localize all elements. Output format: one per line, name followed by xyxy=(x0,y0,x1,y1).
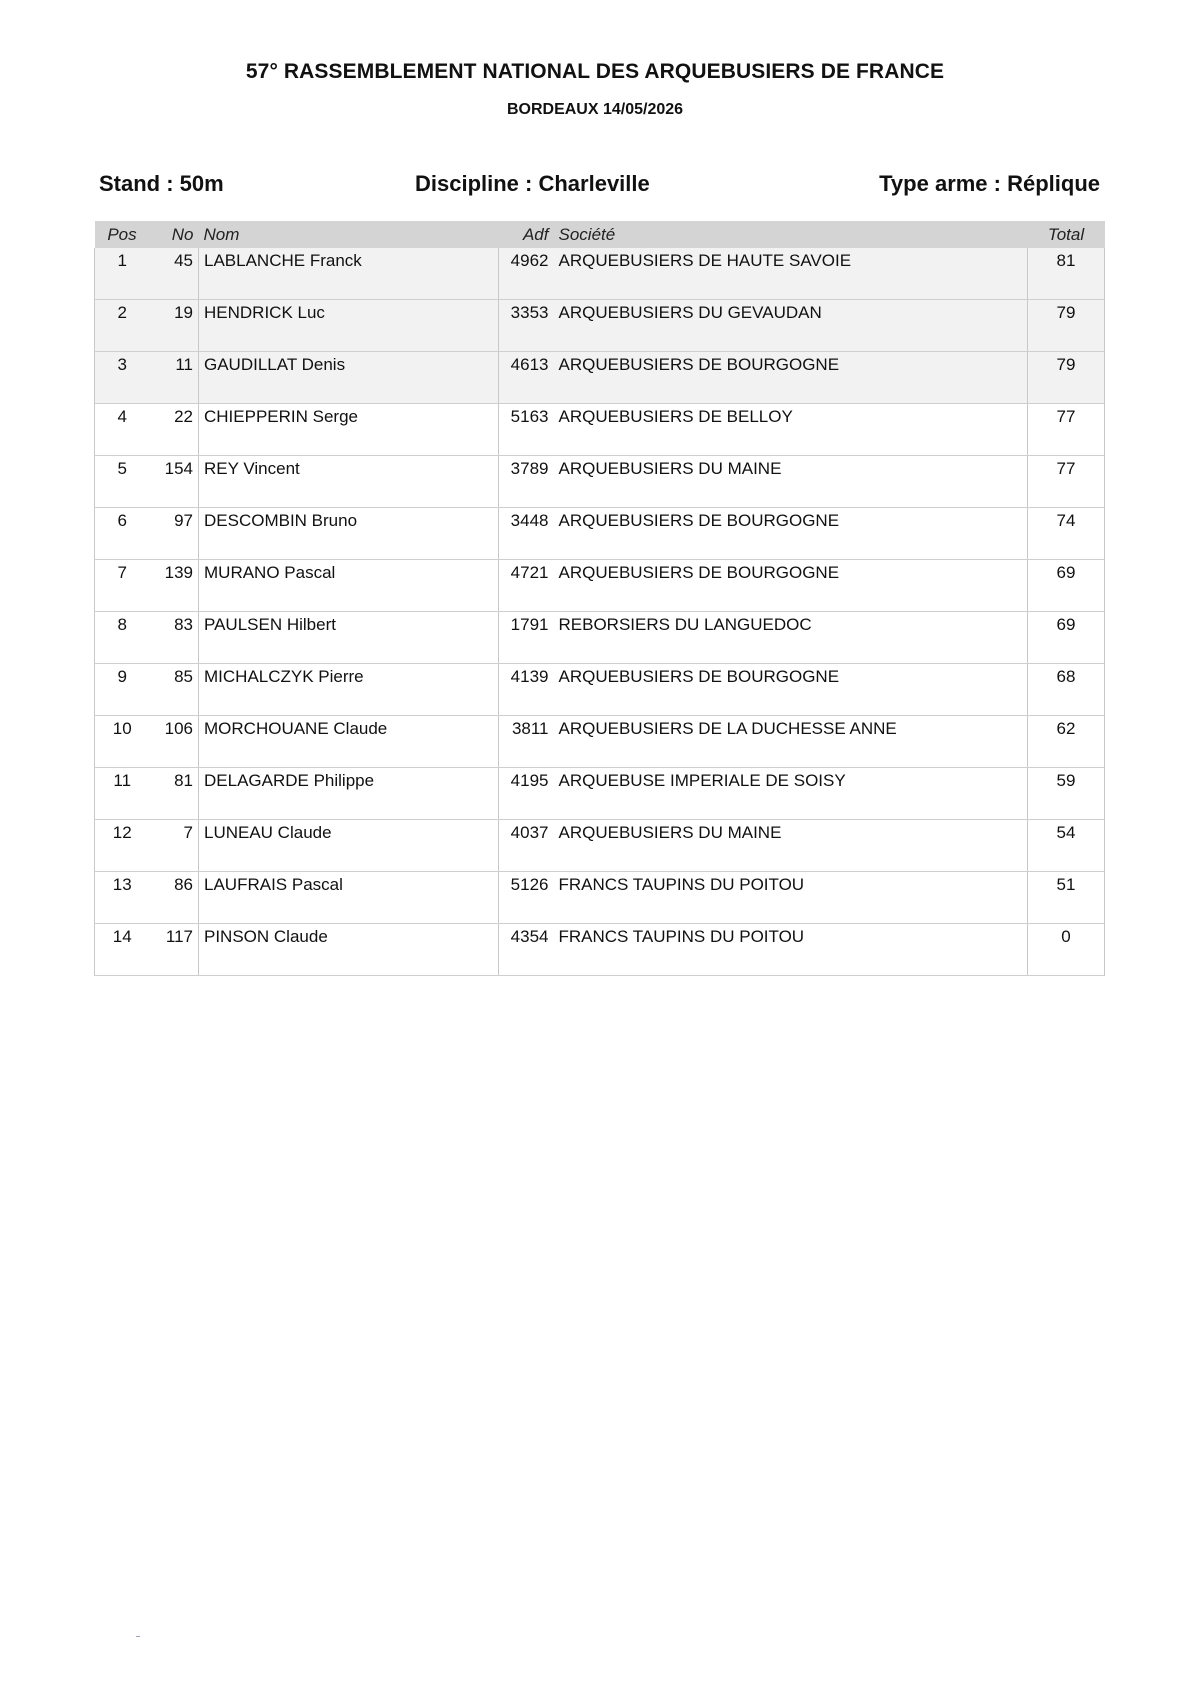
cell-total: 68 xyxy=(1028,664,1105,716)
cell-nom: MICHALCZYK Pierre xyxy=(199,664,499,716)
table-header-row xyxy=(95,221,1105,248)
cell-adf: 4613 xyxy=(499,352,554,404)
cell-societe: ARQUEBUSIERS DU MAINE xyxy=(554,820,1028,872)
table-row xyxy=(95,664,1105,716)
cell-total: 77 xyxy=(1028,404,1105,456)
cell-total: 79 xyxy=(1028,300,1105,352)
cell-total: 74 xyxy=(1028,508,1105,560)
stray-mark xyxy=(136,1636,140,1637)
cell-no: 154 xyxy=(150,456,199,508)
cell-total: 59 xyxy=(1028,768,1105,820)
cell-total: 81 xyxy=(1028,248,1105,300)
cell-societe: ARQUEBUSIERS DU GEVAUDAN xyxy=(554,300,1028,352)
cell-societe: ARQUEBUSE IMPERIALE DE SOISY xyxy=(554,768,1028,820)
cell-societe: FRANCS TAUPINS DU POITOU xyxy=(554,872,1028,924)
column-header-adf: Adf xyxy=(499,221,554,248)
cell-no: 83 xyxy=(150,612,199,664)
cell-adf: 5126 xyxy=(499,872,554,924)
document-subtitle: BORDEAUX 14/05/2026 xyxy=(506,101,684,118)
results-table xyxy=(94,221,1105,976)
cell-societe: ARQUEBUSIERS DE LA DUCHESSE ANNE xyxy=(554,716,1028,768)
table-row xyxy=(95,456,1105,508)
cell-adf: 4962 xyxy=(499,248,554,300)
cell-no: 22 xyxy=(150,404,199,456)
cell-no: 7 xyxy=(150,820,199,872)
table-row xyxy=(95,820,1105,872)
table-row xyxy=(95,560,1105,612)
cell-societe: ARQUEBUSIERS DE HAUTE SAVOIE xyxy=(554,248,1028,300)
cell-nom: PAULSEN Hilbert xyxy=(199,612,499,664)
cell-pos: 5 xyxy=(95,456,150,508)
table-row xyxy=(95,612,1105,664)
cell-pos: 14 xyxy=(95,924,150,976)
cell-pos: 6 xyxy=(95,508,150,560)
cell-adf: 4195 xyxy=(499,768,554,820)
cell-societe: ARQUEBUSIERS DE BOURGOGNE xyxy=(554,508,1028,560)
cell-adf: 4139 xyxy=(499,664,554,716)
cell-total: 54 xyxy=(1028,820,1105,872)
cell-nom: CHIEPPERIN Serge xyxy=(199,404,499,456)
table-row xyxy=(95,404,1105,456)
weapon-type-label: Type arme : Réplique xyxy=(879,171,1100,196)
cell-adf: 3811 xyxy=(499,716,554,768)
cell-societe: ARQUEBUSIERS DE BOURGOGNE xyxy=(554,560,1028,612)
cell-adf: 5163 xyxy=(499,404,554,456)
cell-total: 69 xyxy=(1028,612,1105,664)
discipline-label: Discipline : Charleville xyxy=(415,171,650,196)
cell-adf: 1791 xyxy=(499,612,554,664)
document-title: 57° RASSEMBLEMENT NATIONAL DES ARQUEBUSIERS DE FRANCE xyxy=(245,60,945,83)
column-header-pos: Pos xyxy=(95,221,150,248)
cell-no: 97 xyxy=(150,508,199,560)
cell-nom: GAUDILLAT Denis xyxy=(199,352,499,404)
cell-no: 19 xyxy=(150,300,199,352)
cell-no: 85 xyxy=(150,664,199,716)
cell-total: 79 xyxy=(1028,352,1105,404)
table-row xyxy=(95,352,1105,404)
cell-societe: ARQUEBUSIERS DE BOURGOGNE xyxy=(554,352,1028,404)
cell-societe: FRANCS TAUPINS DU POITOU xyxy=(554,924,1028,976)
cell-no: 86 xyxy=(150,872,199,924)
cell-nom: LABLANCHE Franck xyxy=(199,248,499,300)
cell-pos: 9 xyxy=(95,664,150,716)
cell-pos: 8 xyxy=(95,612,150,664)
cell-nom: LUNEAU Claude xyxy=(199,820,499,872)
table-row xyxy=(95,508,1105,560)
cell-pos: 4 xyxy=(95,404,150,456)
cell-pos: 7 xyxy=(95,560,150,612)
cell-pos: 2 xyxy=(95,300,150,352)
table-row xyxy=(95,872,1105,924)
stand-label: Stand : 50m xyxy=(99,171,224,196)
cell-pos: 10 xyxy=(95,716,150,768)
cell-nom: DELAGARDE Philippe xyxy=(199,768,499,820)
cell-societe: ARQUEBUSIERS DE BELLOY xyxy=(554,404,1028,456)
column-header-total: Total xyxy=(1028,221,1105,248)
cell-adf: 4721 xyxy=(499,560,554,612)
cell-pos: 13 xyxy=(95,872,150,924)
cell-nom: PINSON Claude xyxy=(199,924,499,976)
cell-total: 62 xyxy=(1028,716,1105,768)
table-row xyxy=(95,924,1105,976)
column-header-no: No xyxy=(150,221,199,248)
column-header-societe: Société xyxy=(554,221,1028,248)
table-row xyxy=(95,248,1105,300)
cell-total: 69 xyxy=(1028,560,1105,612)
cell-adf: 3353 xyxy=(499,300,554,352)
cell-nom: HENDRICK Luc xyxy=(199,300,499,352)
cell-no: 11 xyxy=(150,352,199,404)
cell-no: 81 xyxy=(150,768,199,820)
cell-adf: 3448 xyxy=(499,508,554,560)
column-header-nom: Nom xyxy=(199,221,499,248)
cell-adf: 3789 xyxy=(499,456,554,508)
cell-nom: MURANO Pascal xyxy=(199,560,499,612)
cell-adf: 4354 xyxy=(499,924,554,976)
cell-total: 51 xyxy=(1028,872,1105,924)
cell-nom: LAUFRAIS Pascal xyxy=(199,872,499,924)
cell-total: 0 xyxy=(1028,924,1105,976)
table-row xyxy=(95,716,1105,768)
cell-societe: ARQUEBUSIERS DU MAINE xyxy=(554,456,1028,508)
cell-pos: 1 xyxy=(95,248,150,300)
cell-societe: REBORSIERS DU LANGUEDOC xyxy=(554,612,1028,664)
cell-total: 77 xyxy=(1028,456,1105,508)
cell-adf: 4037 xyxy=(499,820,554,872)
cell-no: 45 xyxy=(150,248,199,300)
cell-pos: 3 xyxy=(95,352,150,404)
cell-pos: 12 xyxy=(95,820,150,872)
cell-pos: 11 xyxy=(95,768,150,820)
table-row xyxy=(95,768,1105,820)
cell-nom: MORCHOUANE Claude xyxy=(199,716,499,768)
cell-nom: REY Vincent xyxy=(199,456,499,508)
table-row xyxy=(95,300,1105,352)
cell-no: 139 xyxy=(150,560,199,612)
cell-nom: DESCOMBIN Bruno xyxy=(199,508,499,560)
table-body xyxy=(95,248,1105,976)
cell-societe: ARQUEBUSIERS DE BOURGOGNE xyxy=(554,664,1028,716)
cell-no: 117 xyxy=(150,924,199,976)
cell-no: 106 xyxy=(150,716,199,768)
